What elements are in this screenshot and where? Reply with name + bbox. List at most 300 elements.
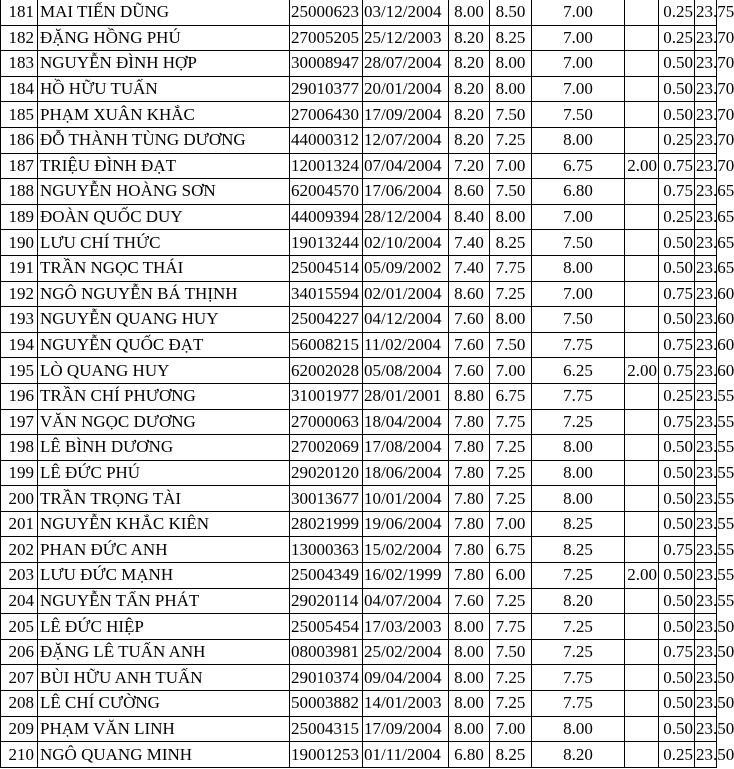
subject-score-2-cell: 7.00 xyxy=(490,358,532,384)
registration-number-cell: 62004570 xyxy=(290,179,363,205)
date-of-birth-cell: 07/04/2004 xyxy=(363,153,449,179)
region-bonus-cell: 0.50 xyxy=(659,230,695,256)
date-of-birth-cell: 17/08/2004 xyxy=(363,435,449,461)
row-number-cell: 204 xyxy=(1,588,38,614)
registration-number-cell: 30008947 xyxy=(290,51,363,77)
region-bonus-cell: 0.50 xyxy=(659,76,695,102)
subject-score-2-cell: 7.50 xyxy=(490,332,532,358)
row-number-cell: 192 xyxy=(1,281,38,307)
priority-bonus-cell xyxy=(625,588,659,614)
student-name-cell: TRẦN CHÍ PHƯƠNG xyxy=(38,383,290,409)
registration-number-cell: 29020114 xyxy=(290,588,363,614)
registration-number-cell: 19001253 xyxy=(290,742,363,768)
table-row xyxy=(1,742,717,768)
student-name-cell: NGUYỄN TẤN PHÁT xyxy=(38,588,290,614)
student-name-cell: PHẠM XUÂN KHẮC xyxy=(38,102,290,128)
registration-number-cell: 25004315 xyxy=(290,716,363,742)
subject-score-2-cell: 7.75 xyxy=(490,409,532,435)
subject-score-1-cell: 8.40 xyxy=(449,204,490,230)
date-of-birth-cell: 14/01/2003 xyxy=(363,691,449,717)
row-number-cell: 209 xyxy=(1,716,38,742)
student-name-cell: NGÔ NGUYỄN BÁ THỊNH xyxy=(38,281,290,307)
subject-score-1-cell: 6.80 xyxy=(449,742,490,768)
subject-score-2-cell: 7.75 xyxy=(490,614,532,640)
priority-bonus-cell xyxy=(625,102,659,128)
priority-bonus-cell xyxy=(625,511,659,537)
subject-score-2-cell: 8.00 xyxy=(490,76,532,102)
subject-score-1-cell: 8.20 xyxy=(449,102,490,128)
row-number-cell: 194 xyxy=(1,332,38,358)
registration-number-cell: 31001977 xyxy=(290,383,363,409)
student-name-cell: VĂN NGỌC DƯƠNG xyxy=(38,409,290,435)
subject-score-3-cell: 7.75 xyxy=(532,383,625,409)
date-of-birth-cell: 28/01/2001 xyxy=(363,383,449,409)
date-of-birth-cell: 10/01/2004 xyxy=(363,486,449,512)
total-score-cell: 23.70 xyxy=(695,127,717,153)
region-bonus-cell: 0.50 xyxy=(659,511,695,537)
priority-bonus-cell xyxy=(625,537,659,563)
row-number-cell: 190 xyxy=(1,230,38,256)
total-score-cell: 23.70 xyxy=(695,153,717,179)
student-name-cell: LÊ ĐỨC HIỆP xyxy=(38,614,290,640)
priority-bonus-cell xyxy=(625,460,659,486)
subject-score-2-cell: 7.25 xyxy=(490,588,532,614)
priority-bonus-cell xyxy=(625,665,659,691)
row-number-cell: 207 xyxy=(1,665,38,691)
subject-score-3-cell: 8.20 xyxy=(532,588,625,614)
subject-score-3-cell: 6.80 xyxy=(532,179,625,205)
subject-score-2-cell: 6.00 xyxy=(490,563,532,589)
row-number-cell: 196 xyxy=(1,383,38,409)
region-bonus-cell: 0.50 xyxy=(659,691,695,717)
date-of-birth-cell: 28/12/2004 xyxy=(363,204,449,230)
total-score-cell: 23.65 xyxy=(695,255,717,281)
subject-score-3-cell: 8.25 xyxy=(532,511,625,537)
date-of-birth-cell: 17/09/2004 xyxy=(363,102,449,128)
student-name-cell: LƯU CHÍ THỨC xyxy=(38,230,290,256)
date-of-birth-cell: 17/06/2004 xyxy=(363,179,449,205)
registration-number-cell: 27005205 xyxy=(290,25,363,51)
registration-number-cell: 62002028 xyxy=(290,358,363,384)
registration-number-cell: 08003981 xyxy=(290,639,363,665)
subject-score-1-cell: 7.80 xyxy=(449,435,490,461)
row-number-cell: 195 xyxy=(1,358,38,384)
row-number-cell: 184 xyxy=(1,76,38,102)
priority-bonus-cell xyxy=(625,332,659,358)
row-number-cell: 193 xyxy=(1,307,38,333)
subject-score-2-cell: 7.25 xyxy=(490,127,532,153)
region-bonus-cell: 0.50 xyxy=(659,588,695,614)
subject-score-2-cell: 7.25 xyxy=(490,281,532,307)
total-score-cell: 23.70 xyxy=(695,51,717,77)
subject-score-1-cell: 8.80 xyxy=(449,383,490,409)
subject-score-2-cell: 8.00 xyxy=(490,51,532,77)
student-name-cell: ĐỖ THÀNH TÙNG DƯƠNG xyxy=(38,127,290,153)
total-score-cell: 23.65 xyxy=(695,179,717,205)
region-bonus-cell: 0.25 xyxy=(659,742,695,768)
subject-score-2-cell: 7.25 xyxy=(490,665,532,691)
subject-score-1-cell: 8.00 xyxy=(449,665,490,691)
total-score-cell: 23.75 xyxy=(695,0,717,25)
student-name-cell: ĐẶNG LÊ TUẤN ANH xyxy=(38,639,290,665)
student-name-cell: NGÔ QUANG MINH xyxy=(38,742,290,768)
registration-number-cell: 50003882 xyxy=(290,691,363,717)
subject-score-1-cell: 7.80 xyxy=(449,460,490,486)
priority-bonus-cell xyxy=(625,230,659,256)
table-row xyxy=(1,281,717,307)
registration-number-cell: 29010374 xyxy=(290,665,363,691)
priority-bonus-cell xyxy=(625,0,659,25)
subject-score-1-cell: 8.20 xyxy=(449,25,490,51)
row-number-cell: 199 xyxy=(1,460,38,486)
total-score-cell: 23.65 xyxy=(695,204,717,230)
subject-score-3-cell: 7.75 xyxy=(532,691,625,717)
subject-score-3-cell: 7.50 xyxy=(532,102,625,128)
subject-score-1-cell: 8.60 xyxy=(449,281,490,307)
date-of-birth-cell: 18/04/2004 xyxy=(363,409,449,435)
table-row xyxy=(1,307,717,333)
date-of-birth-cell: 01/11/2004 xyxy=(363,742,449,768)
registration-number-cell: 25000623 xyxy=(290,0,363,25)
row-number-cell: 188 xyxy=(1,179,38,205)
subject-score-1-cell: 7.60 xyxy=(449,307,490,333)
priority-bonus-cell xyxy=(625,742,659,768)
table-row xyxy=(1,25,717,51)
date-of-birth-cell: 04/12/2004 xyxy=(363,307,449,333)
total-score-cell: 23.55 xyxy=(695,460,717,486)
subject-score-3-cell: 7.75 xyxy=(532,665,625,691)
subject-score-3-cell: 8.00 xyxy=(532,435,625,461)
subject-score-3-cell: 7.00 xyxy=(532,76,625,102)
registration-number-cell: 30013677 xyxy=(290,486,363,512)
date-of-birth-cell: 28/07/2004 xyxy=(363,51,449,77)
row-number-cell: 182 xyxy=(1,25,38,51)
region-bonus-cell: 0.75 xyxy=(659,409,695,435)
region-bonus-cell: 0.25 xyxy=(659,25,695,51)
subject-score-1-cell: 7.60 xyxy=(449,332,490,358)
total-score-cell: 23.55 xyxy=(695,383,717,409)
student-name-cell: BÙI HỮU ANH TUẤN xyxy=(38,665,290,691)
date-of-birth-cell: 03/12/2004 xyxy=(363,0,449,25)
subject-score-2-cell: 7.00 xyxy=(490,511,532,537)
student-name-cell: LÒ QUANG HUY xyxy=(38,358,290,384)
region-bonus-cell: 0.50 xyxy=(659,486,695,512)
priority-bonus-cell xyxy=(625,51,659,77)
date-of-birth-cell: 25/02/2004 xyxy=(363,639,449,665)
priority-bonus-cell: 2.00 xyxy=(625,563,659,589)
student-name-cell: NGUYỄN ĐÌNH HỢP xyxy=(38,51,290,77)
table-row xyxy=(1,639,717,665)
table-row xyxy=(1,511,717,537)
region-bonus-cell: 0.75 xyxy=(659,179,695,205)
date-of-birth-cell: 20/01/2004 xyxy=(363,76,449,102)
region-bonus-cell: 0.75 xyxy=(659,358,695,384)
table-row xyxy=(1,537,717,563)
total-score-cell: 23.50 xyxy=(695,614,717,640)
table-row xyxy=(1,332,717,358)
date-of-birth-cell: 02/10/2004 xyxy=(363,230,449,256)
priority-bonus-cell xyxy=(625,179,659,205)
subject-score-2-cell: 6.75 xyxy=(490,537,532,563)
score-rows xyxy=(1,0,734,767)
row-number-cell: 189 xyxy=(1,204,38,230)
priority-bonus-cell xyxy=(625,127,659,153)
region-bonus-cell: 0.50 xyxy=(659,665,695,691)
subject-score-3-cell: 8.00 xyxy=(532,716,625,742)
table-row xyxy=(1,716,717,742)
total-score-cell: 23.60 xyxy=(695,281,717,307)
subject-score-1-cell: 8.00 xyxy=(449,0,490,25)
student-name-cell: NGUYỄN HOÀNG SƠN xyxy=(38,179,290,205)
subject-score-1-cell: 7.80 xyxy=(449,511,490,537)
total-score-cell: 23.55 xyxy=(695,511,717,537)
priority-bonus-cell xyxy=(625,255,659,281)
student-name-cell: TRẦN TRỌNG TÀI xyxy=(38,486,290,512)
table-row xyxy=(1,51,717,77)
total-score-cell: 23.55 xyxy=(695,588,717,614)
total-score-cell: 23.55 xyxy=(695,486,717,512)
priority-bonus-cell xyxy=(625,716,659,742)
region-bonus-cell: 0.25 xyxy=(659,0,695,25)
total-score-cell: 23.50 xyxy=(695,639,717,665)
region-bonus-cell: 0.75 xyxy=(659,153,695,179)
priority-bonus-cell: 2.00 xyxy=(625,153,659,179)
table-row xyxy=(1,665,717,691)
subject-score-3-cell: 7.00 xyxy=(532,51,625,77)
table-row xyxy=(1,153,717,179)
subject-score-3-cell: 7.00 xyxy=(532,281,625,307)
total-score-cell: 23.55 xyxy=(695,563,717,589)
row-number-cell: 181 xyxy=(1,0,38,25)
date-of-birth-cell: 11/02/2004 xyxy=(363,332,449,358)
total-score-cell: 23.55 xyxy=(695,435,717,461)
region-bonus-cell: 0.50 xyxy=(659,435,695,461)
total-score-cell: 23.60 xyxy=(695,358,717,384)
date-of-birth-cell: 04/07/2004 xyxy=(363,588,449,614)
student-name-cell: TRẦN NGỌC THÁI xyxy=(38,255,290,281)
row-number-cell: 186 xyxy=(1,127,38,153)
priority-bonus-cell xyxy=(625,435,659,461)
registration-number-cell: 29010377 xyxy=(290,76,363,102)
student-name-cell: HỒ HỮU TUẤN xyxy=(38,76,290,102)
row-number-cell: 203 xyxy=(1,563,38,589)
priority-bonus-cell xyxy=(625,76,659,102)
priority-bonus-cell xyxy=(625,383,659,409)
date-of-birth-cell: 15/02/2004 xyxy=(363,537,449,563)
total-score-cell: 23.60 xyxy=(695,307,717,333)
subject-score-1-cell: 7.40 xyxy=(449,230,490,256)
subject-score-2-cell: 7.50 xyxy=(490,639,532,665)
region-bonus-cell: 0.75 xyxy=(659,332,695,358)
priority-bonus-cell xyxy=(625,307,659,333)
subject-score-1-cell: 8.00 xyxy=(449,691,490,717)
table-row xyxy=(1,102,717,128)
subject-score-1-cell: 8.20 xyxy=(449,76,490,102)
priority-bonus-cell: 2.00 xyxy=(625,358,659,384)
registration-number-cell: 25005454 xyxy=(290,614,363,640)
table-row xyxy=(1,563,717,589)
subject-score-1-cell: 7.80 xyxy=(449,537,490,563)
date-of-birth-cell: 05/09/2002 xyxy=(363,255,449,281)
table-row xyxy=(1,204,717,230)
table-row xyxy=(1,230,717,256)
subject-score-1-cell: 7.60 xyxy=(449,588,490,614)
student-name-cell: ĐOÀN QUỐC DUY xyxy=(38,204,290,230)
priority-bonus-cell xyxy=(625,614,659,640)
date-of-birth-cell: 18/06/2004 xyxy=(363,460,449,486)
subject-score-2-cell: 6.75 xyxy=(490,383,532,409)
subject-score-1-cell: 8.00 xyxy=(449,614,490,640)
subject-score-3-cell: 7.00 xyxy=(532,0,625,25)
row-number-cell: 198 xyxy=(1,435,38,461)
date-of-birth-cell: 16/02/1999 xyxy=(363,563,449,589)
date-of-birth-cell: 17/09/2004 xyxy=(363,716,449,742)
region-bonus-cell: 0.50 xyxy=(659,51,695,77)
date-of-birth-cell: 05/08/2004 xyxy=(363,358,449,384)
subject-score-1-cell: 7.80 xyxy=(449,563,490,589)
priority-bonus-cell xyxy=(625,691,659,717)
table-row xyxy=(1,460,717,486)
total-score-cell: 23.50 xyxy=(695,742,717,768)
table-row xyxy=(1,0,717,25)
row-number-cell: 201 xyxy=(1,511,38,537)
table-row xyxy=(1,614,717,640)
subject-score-2-cell: 7.50 xyxy=(490,179,532,205)
total-score-cell: 23.50 xyxy=(695,691,717,717)
region-bonus-cell: 0.50 xyxy=(659,716,695,742)
subject-score-2-cell: 7.00 xyxy=(490,716,532,742)
subject-score-1-cell: 7.80 xyxy=(449,486,490,512)
date-of-birth-cell: 19/06/2004 xyxy=(363,511,449,537)
region-bonus-cell: 0.75 xyxy=(659,639,695,665)
student-name-cell: NGUYỄN QUANG HUY xyxy=(38,307,290,333)
table-row xyxy=(1,358,717,384)
date-of-birth-cell: 09/04/2004 xyxy=(363,665,449,691)
subject-score-1-cell: 8.20 xyxy=(449,127,490,153)
subject-score-1-cell: 8.20 xyxy=(449,51,490,77)
region-bonus-cell: 0.50 xyxy=(659,102,695,128)
subject-score-1-cell: 8.00 xyxy=(449,716,490,742)
registration-number-cell: 13000363 xyxy=(290,537,363,563)
row-number-cell: 206 xyxy=(1,639,38,665)
date-of-birth-cell: 12/07/2004 xyxy=(363,127,449,153)
total-score-cell: 23.55 xyxy=(695,537,717,563)
priority-bonus-cell xyxy=(625,25,659,51)
subject-score-1-cell: 7.60 xyxy=(449,358,490,384)
subject-score-3-cell: 7.50 xyxy=(532,307,625,333)
subject-score-2-cell: 7.25 xyxy=(490,435,532,461)
student-name-cell: LÊ CHÍ CƯỜNG xyxy=(38,691,290,717)
subject-score-3-cell: 7.00 xyxy=(532,25,625,51)
registration-number-cell: 25004349 xyxy=(290,563,363,589)
total-score-cell: 23.50 xyxy=(695,716,717,742)
subject-score-3-cell: 7.50 xyxy=(532,230,625,256)
student-name-cell: ĐẶNG HỒNG PHÚ xyxy=(38,25,290,51)
subject-score-2-cell: 8.25 xyxy=(490,742,532,768)
row-number-cell: 197 xyxy=(1,409,38,435)
total-score-cell: 23.70 xyxy=(695,25,717,51)
row-number-cell: 200 xyxy=(1,486,38,512)
table-row xyxy=(1,179,717,205)
subject-score-3-cell: 8.25 xyxy=(532,537,625,563)
subject-score-3-cell: 8.00 xyxy=(532,486,625,512)
registration-number-cell: 12001324 xyxy=(290,153,363,179)
row-number-cell: 191 xyxy=(1,255,38,281)
registration-number-cell: 28021999 xyxy=(290,511,363,537)
registration-number-cell: 27002069 xyxy=(290,435,363,461)
subject-score-3-cell: 8.00 xyxy=(532,255,625,281)
region-bonus-cell: 0.50 xyxy=(659,614,695,640)
table-row xyxy=(1,76,717,102)
row-number-cell: 208 xyxy=(1,691,38,717)
student-name-cell: LƯU ĐỨC MẠNH xyxy=(38,563,290,589)
total-score-cell: 23.50 xyxy=(695,665,717,691)
priority-bonus-cell xyxy=(625,281,659,307)
row-number-cell: 205 xyxy=(1,614,38,640)
registration-number-cell: 27006430 xyxy=(290,102,363,128)
student-name-cell: PHAN ĐỨC ANH xyxy=(38,537,290,563)
subject-score-2-cell: 7.50 xyxy=(490,102,532,128)
row-number-cell: 202 xyxy=(1,537,38,563)
table-row xyxy=(1,691,717,717)
subject-score-2-cell: 8.25 xyxy=(490,25,532,51)
total-score-cell: 23.70 xyxy=(695,76,717,102)
subject-score-1-cell: 7.40 xyxy=(449,255,490,281)
student-name-cell: NGUYỄN KHẮC KIÊN xyxy=(38,511,290,537)
table-row xyxy=(1,383,717,409)
table-row xyxy=(1,409,717,435)
registration-number-cell: 25004514 xyxy=(290,255,363,281)
region-bonus-cell: 0.50 xyxy=(659,255,695,281)
region-bonus-cell: 0.25 xyxy=(659,127,695,153)
subject-score-3-cell: 8.00 xyxy=(532,127,625,153)
registration-number-cell: 25004227 xyxy=(290,307,363,333)
subject-score-3-cell: 7.75 xyxy=(532,332,625,358)
subject-score-3-cell: 7.00 xyxy=(532,204,625,230)
registration-number-cell: 44009394 xyxy=(290,204,363,230)
table-row xyxy=(1,588,717,614)
priority-bonus-cell xyxy=(625,486,659,512)
student-name-cell: TRIỆU ĐÌNH ĐẠT xyxy=(38,153,290,179)
subject-score-1-cell: 7.20 xyxy=(449,153,490,179)
subject-score-3-cell: 8.00 xyxy=(532,460,625,486)
subject-score-2-cell: 8.00 xyxy=(490,204,532,230)
subject-score-1-cell: 7.80 xyxy=(449,409,490,435)
subject-score-3-cell: 7.25 xyxy=(532,409,625,435)
priority-bonus-cell xyxy=(625,639,659,665)
subject-score-2-cell: 8.00 xyxy=(490,307,532,333)
registration-number-cell: 27000063 xyxy=(290,409,363,435)
subject-score-1-cell: 8.00 xyxy=(449,639,490,665)
student-name-cell: LÊ ĐỨC PHÚ xyxy=(38,460,290,486)
subject-score-2-cell: 7.25 xyxy=(490,460,532,486)
subject-score-3-cell: 6.75 xyxy=(532,153,625,179)
date-of-birth-cell: 17/03/2003 xyxy=(363,614,449,640)
subject-score-2-cell: 8.25 xyxy=(490,230,532,256)
table-row xyxy=(1,486,717,512)
region-bonus-cell: 0.50 xyxy=(659,307,695,333)
registration-number-cell: 56008215 xyxy=(290,332,363,358)
subject-score-2-cell: 8.50 xyxy=(490,0,532,25)
registration-number-cell: 34015594 xyxy=(290,281,363,307)
table-row xyxy=(1,435,717,461)
region-bonus-cell: 0.75 xyxy=(659,537,695,563)
subject-score-3-cell: 7.25 xyxy=(532,639,625,665)
row-number-cell: 187 xyxy=(1,153,38,179)
subject-score-2-cell: 7.25 xyxy=(490,691,532,717)
row-number-cell: 185 xyxy=(1,102,38,128)
region-bonus-cell: 0.25 xyxy=(659,383,695,409)
